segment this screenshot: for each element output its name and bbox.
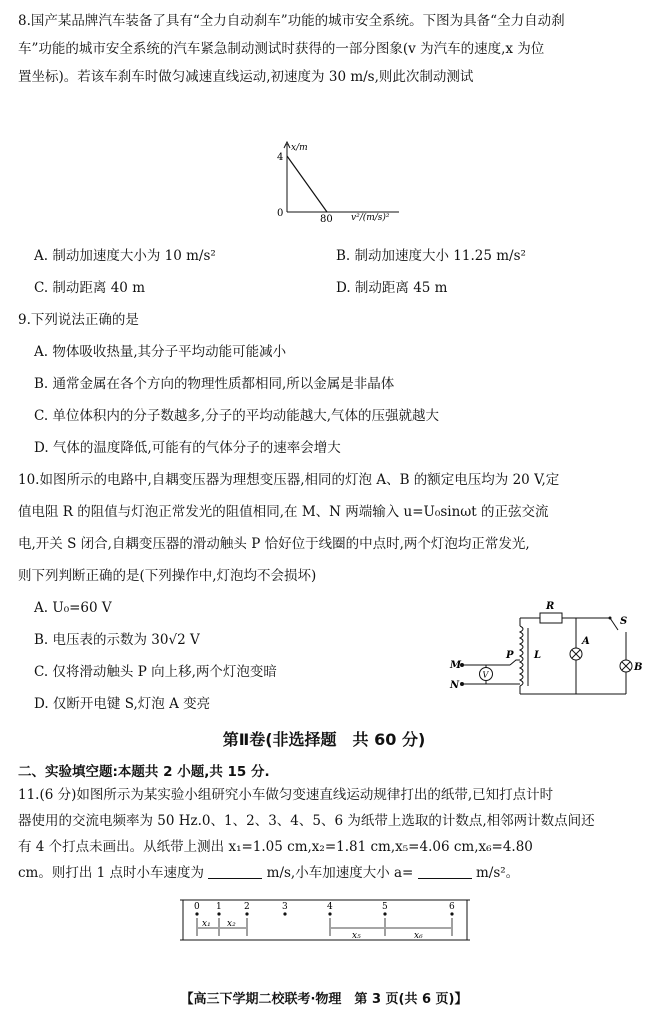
tape-point-6: 6 [449,902,455,912]
circuit-label-n: N [450,680,460,691]
q8-graph-ylabel: x/m [291,143,308,153]
q11-line4-part1: cm。则打出 1 点时小车速度为 [18,865,205,881]
q9-option-d: D. 气体的温度降低,可能有的气体分子的速率会增大 [34,440,341,456]
q8-line2: 车”功能的城市安全系统的汽车紧急制动测试时获得的一部分图象(v 为汽车的速度,x 为位 [18,41,545,57]
circuit-label-l: L [534,650,542,661]
q10-option-b: B. 电压表的示数为 30√2 V [34,632,200,648]
q10-option-a: A. U₀=60 V [34,600,112,616]
q10-line1: 10.如图所示的电路中,自耦变压器为理想变压器,相同的灯泡 A、B 的额定电压均为 20 V,定 [18,472,560,488]
q11-line4-part2: m/s,小车加速度大小 a= [266,865,414,881]
circuit-label-b: B [634,662,643,673]
circuit-label-s: S [620,616,628,627]
q11-answer-blank-1[interactable] [208,864,262,879]
q11-line3: 有 4 个打点未画出。从纸带上测出 x₁=1.05 cm,x₂=1.81 cm,x₅=4.06 cm,x₆=4.80 [18,839,533,855]
q10-line2: 值电阻 R 的阻值与灯泡正常发光的阻值相同,在 M、N 两端输入 u=U₀sinωt 的正弦交流 [18,504,549,520]
q8-graph-xtick: 80 [320,214,333,225]
tape-point-2: 2 [244,902,250,912]
q8-graph-xlabel: v²/(m/s)² [351,213,390,223]
q8-graph-origin: 0 [277,208,284,219]
tape-label-x1: x₁ [202,919,211,929]
q9-option-c: C. 单位体积内的分子数越多,分子的平均动能越大,气体的压强就越大 [34,408,440,424]
q11-line4-part3: m/s²。 [475,865,520,881]
q9-option-a: A. 物体吸收热量,其分子平均动能可能减小 [34,344,287,360]
q11-paper-tape [180,898,470,944]
q8-option-a: A. 制动加速度大小为 10 m/s² [34,248,216,264]
q8-option-d: D. 制动距离 45 m [336,280,448,296]
circuit-label-a: A [582,636,590,647]
q9-option-b: B. 通常金属在各个方向的物理性质都相同,所以金属是非晶体 [34,376,395,392]
q11-line1: 11.(6 分)如图所示为某实验小组研究小车做匀变速直线运动规律打出的纸带,已知打点计时 [18,787,554,803]
q8-line3: 置坐标)。若该车刹车时做匀减速直线运动,初速度为 30 m/s,则此次制动测试 [18,69,474,85]
tape-label-x6: x₆ [414,931,423,941]
tape-point-4: 4 [327,902,333,912]
q10-line3: 电,开关 S 闭合,自耦变压器的滑动触头 P 恰好位于线圈的中点时,两个灯泡均正常发光, [18,536,530,552]
q8-graph [265,138,405,226]
q11-line2: 器使用的交流电频率为 50 Hz.0、1、2、3、4、5、6 为纸带上选取的计数点,相邻两计数点间还 [18,813,595,829]
tape-point-5: 5 [382,902,388,912]
q8-option-c: C. 制动距离 40 m [34,280,145,296]
section-heading: 二、实验填空题:本题共 2 小题,共 15 分. [18,764,270,780]
q8-option-b: B. 制动加速度大小 11.25 m/s² [336,248,526,264]
q8-line1: 8.国产某品牌汽车装备了具有“全力自动刹车”功能的城市安全系统。下图为具备“全力自动刹 [18,13,565,29]
circuit-label-m: M [450,660,462,671]
q11-answer-blank-2[interactable] [418,864,472,879]
q8-graph-ytick: 4 [277,152,284,163]
part2-title: 第Ⅱ卷(非选择题 共 60 分) [222,730,426,749]
tape-point-0: 0 [194,902,200,912]
q10-circuit-diagram [448,598,643,713]
tape-label-x5: x₅ [352,931,361,941]
circuit-label-v: V [482,670,489,680]
q10-option-c: C. 仅将滑动触头 P 向上移,两个灯泡变暗 [34,664,277,680]
q11-line4 [18,864,519,882]
circuit-label-r: R [546,601,555,612]
q9-stem: 9.下列说法正确的是 [18,312,139,328]
circuit-label-p: P [506,650,514,661]
tape-label-x2: x₂ [227,919,236,929]
q10-option-d: D. 仅断开电键 S,灯泡 A 变亮 [34,696,211,712]
page-footer: 【高三下学期二校联考·物理 第 3 页(共 6 页)】 [180,992,468,1007]
q10-line4: 则下列判断正确的是(下列操作中,灯泡均不会损坏) [18,568,317,584]
tape-point-1: 1 [216,902,222,912]
tape-point-3: 3 [282,902,288,912]
